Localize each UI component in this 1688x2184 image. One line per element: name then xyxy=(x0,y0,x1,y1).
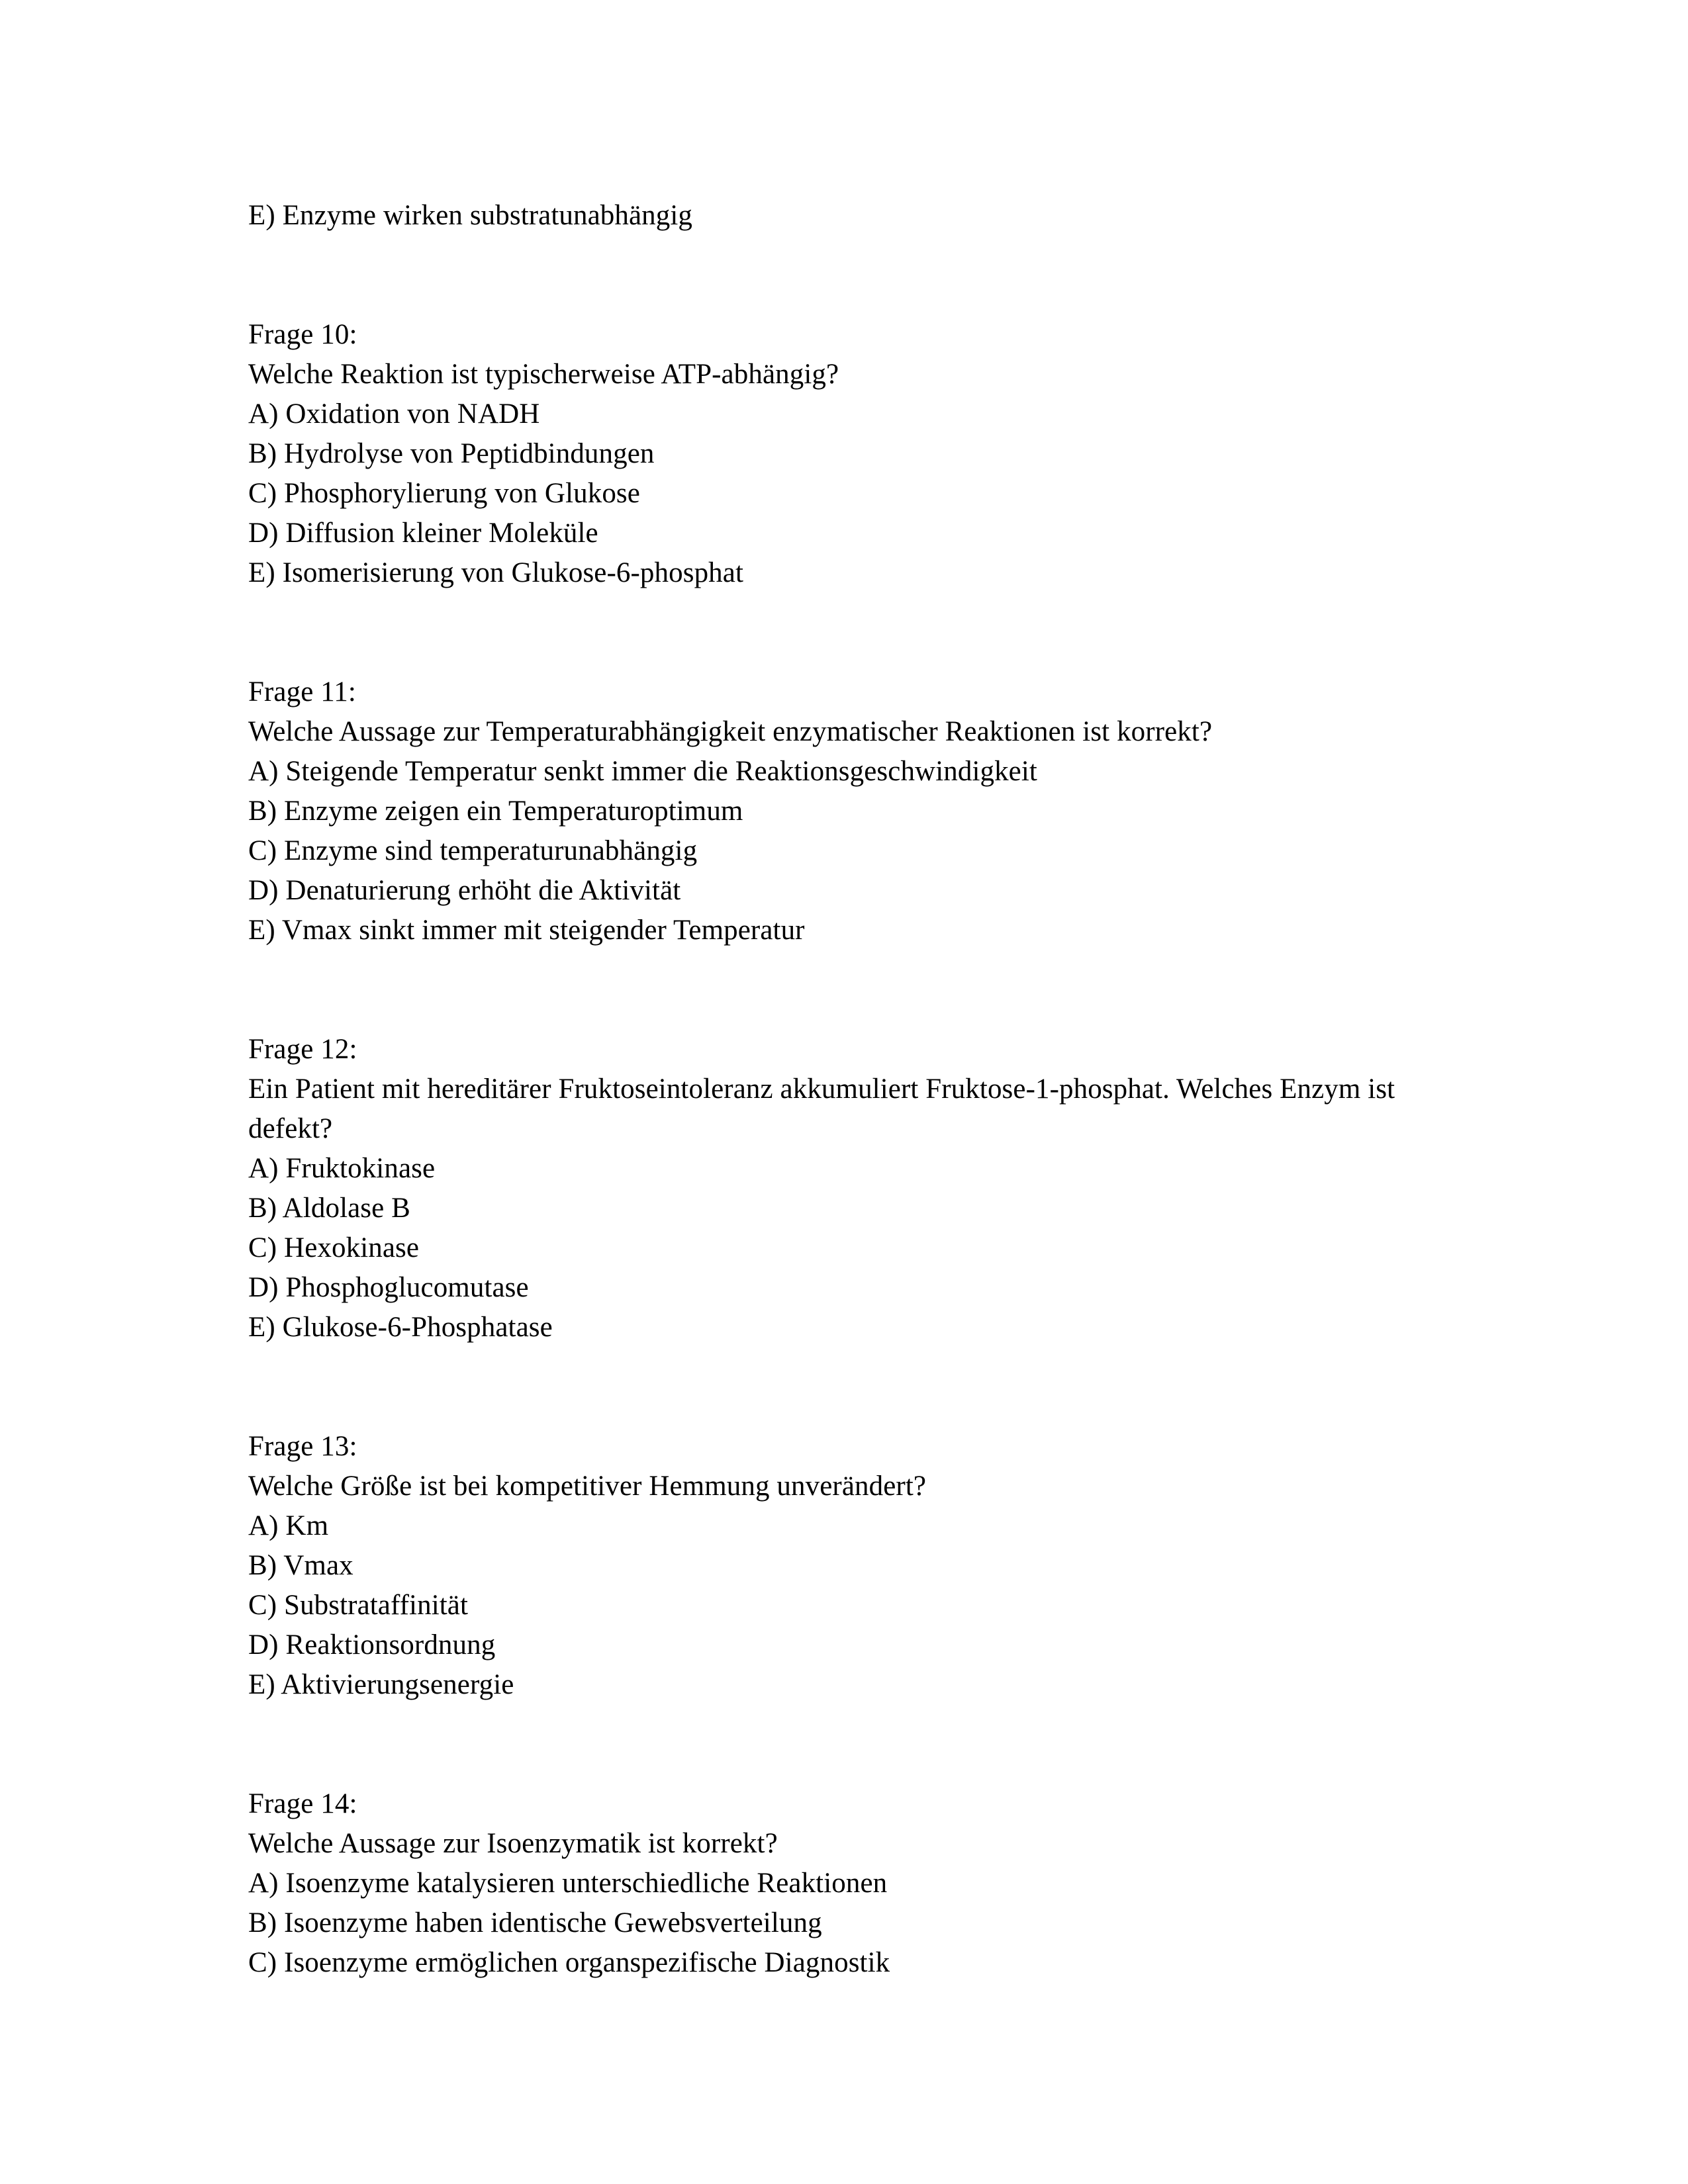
option-d: D) Denaturierung erhöht die Aktivität xyxy=(248,875,681,906)
block-spacer xyxy=(248,950,1433,1030)
block-spacer xyxy=(248,1347,1433,1427)
block-spacer xyxy=(248,593,1433,672)
option-e: E) Glukose-6-Phosphatase xyxy=(248,1312,553,1343)
question-heading: Frage 14: xyxy=(248,1788,357,1819)
option-a: A) Fruktokinase xyxy=(248,1153,436,1184)
option-c: C) Isoenzyme ermöglichen organspezifische Diagnostik xyxy=(248,1947,890,1978)
option-a: A) Isoenzyme katalysieren unterschiedliche Reaktionen xyxy=(248,1868,888,1899)
option-a: A) Oxidation von NADH xyxy=(248,398,540,430)
option-c: C) Substrataffinität xyxy=(248,1590,469,1621)
question-block-12 xyxy=(248,1030,1433,1347)
option-d: D) Reaktionsordnung xyxy=(248,1629,496,1661)
question-block-13 xyxy=(248,1427,1433,1705)
question-heading: Frage 12: xyxy=(248,1034,357,1065)
question-heading: Frage 10: xyxy=(248,319,357,350)
question-heading: Frage 13: xyxy=(248,1431,357,1462)
option-d: D) Phosphoglucomutase xyxy=(248,1272,529,1303)
option-d: D) Diffusion kleiner Moleküle xyxy=(248,518,598,549)
option-e: E) Isomerisierung von Glukose-6-phosphat xyxy=(248,557,743,588)
block-spacer xyxy=(248,1705,1433,1784)
option-a: A) Steigende Temperatur senkt immer die Reaktionsgeschwindigkeit xyxy=(248,756,1037,787)
option-e: E) Vmax sinkt immer mit steigender Temperatur xyxy=(248,915,805,946)
block-spacer xyxy=(248,236,1433,315)
option-b: B) Isoenzyme haben identische Gewebsverteilung xyxy=(248,1907,822,1938)
option-c: C) Enzyme sind temperaturunabhängig xyxy=(248,835,698,866)
question-stem: Ein Patient mit hereditärer Fruktoseintoleranz akkumuliert Fruktose-1-phosphat. Welches Enzym ist defekt? xyxy=(248,1073,1403,1144)
question-block-11 xyxy=(248,672,1433,950)
carryover-option-line: E) Enzyme wirken substratunabhängig xyxy=(248,200,693,231)
document-body xyxy=(248,196,1433,1983)
question-stem: Welche Größe ist bei kompetitiver Hemmung unverändert? xyxy=(248,1471,927,1502)
question-stem: Welche Aussage zur Temperaturabhängigkeit enzymatischer Reaktionen ist korrekt? xyxy=(248,716,1213,747)
option-b: B) Hydrolyse von Peptidbindungen xyxy=(248,438,655,469)
question-block-14 xyxy=(248,1784,1433,1983)
option-a: A) Km xyxy=(248,1510,329,1541)
question-stem: Welche Aussage zur Isoenzymatik ist korrekt? xyxy=(248,1828,778,1859)
question-stem: Welche Reaktion ist typischerweise ATP-abhängig? xyxy=(248,359,839,390)
option-b: B) Aldolase B xyxy=(248,1193,410,1224)
option-c: C) Phosphorylierung von Glukose xyxy=(248,478,640,509)
option-b: B) Enzyme zeigen ein Temperaturoptimum xyxy=(248,796,743,827)
option-b: B) Vmax xyxy=(248,1550,353,1581)
option-c: C) Hexokinase xyxy=(248,1232,420,1263)
option-e: E) Aktivierungsenergie xyxy=(248,1669,514,1700)
question-block-10 xyxy=(248,315,1433,593)
question-heading: Frage 11: xyxy=(248,676,356,707)
